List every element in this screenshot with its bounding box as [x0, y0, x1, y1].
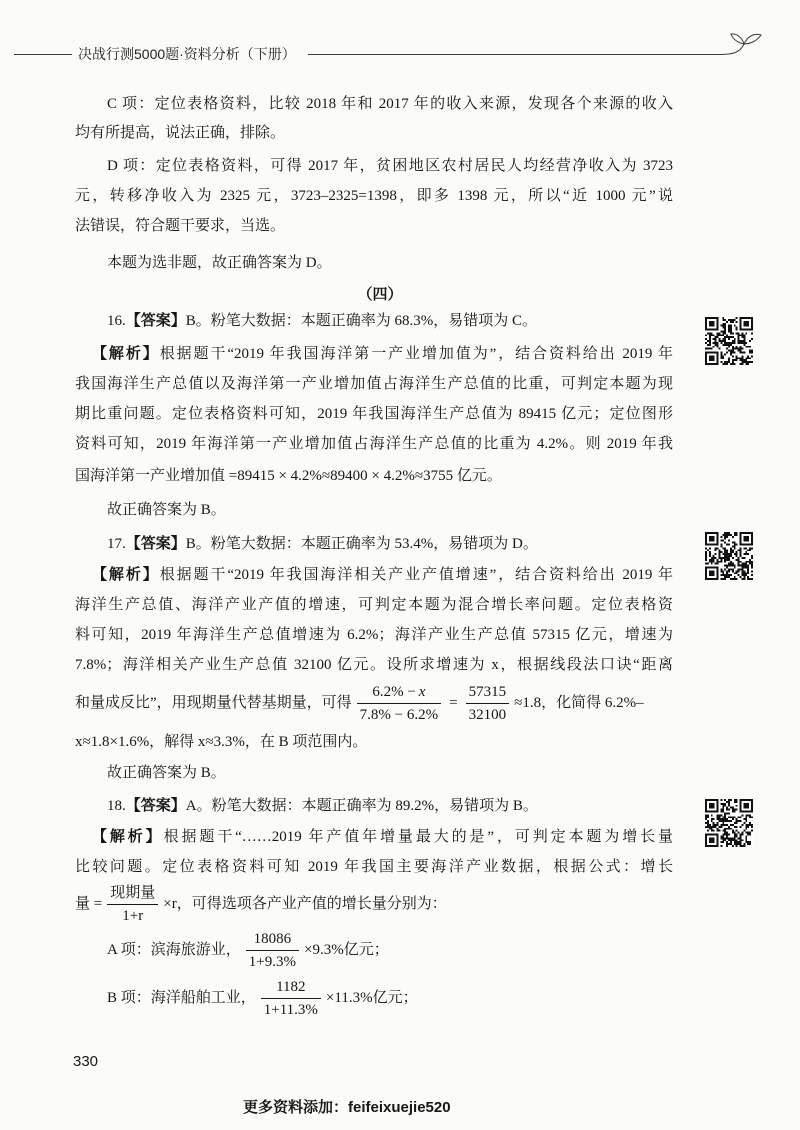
formula-text-after: ×r，可得选项各产业产值的增长量分别为： — [163, 896, 447, 912]
q16-answer-line — [107, 310, 537, 332]
option-d-line: 元，转移净收入为 2325 元，3723–2325=1398，即多 1398 元，所以“近 1000 元”说 — [75, 188, 673, 204]
option-b-line — [107, 979, 418, 1017]
q17-conclusion: 故正确答案为 B。 — [107, 765, 226, 781]
analysis-tag: 【解析】 — [92, 829, 164, 845]
q16-analysis-line — [92, 343, 673, 365]
section-title: （四） — [357, 287, 403, 303]
option-tail: ×9.3%亿元； — [303, 942, 389, 958]
q17-analysis-line: 料可知，2019 年海洋生产总值增速为 6.2%；海洋产业生产总值 57315 亿元，增速为 — [75, 627, 673, 643]
answer-text: B。粉笔大数据：本题正确率为 53.4%，易错项为 D。 — [185, 536, 538, 552]
fraction-numerator: 18086 — [253, 930, 292, 947]
fraction-numerator: 57315 — [468, 683, 507, 700]
header-rule-left — [14, 54, 72, 55]
option-label: B 项：海洋船舶工业， — [107, 990, 256, 1006]
answer-text: A。粉笔大数据：本题正确率为 89.2%，易错项为 B。 — [185, 798, 538, 814]
q17-answer-line — [107, 533, 538, 555]
fraction-numerator: 现期量 — [110, 884, 156, 901]
answer-tag: 【答案】 — [125, 536, 186, 552]
formula-text-after: ≈1.8，化简得 6.2%– — [514, 695, 644, 711]
qr-code — [705, 317, 753, 365]
q15-conclusion: 本题为选非题，故正确答案为 D。 — [107, 255, 332, 271]
answer-tag: 【答案】 — [125, 313, 186, 329]
equals-sign: = — [449, 695, 458, 711]
q16-analysis-line: 期比重问题。定位表格资料可知，2019 年我国海洋生产总值为 89415 亿元；定位图形 — [75, 406, 673, 422]
q17-formula-line — [75, 684, 644, 722]
fraction-denominator: 32100 — [466, 703, 510, 724]
qr-code — [705, 532, 753, 580]
q18-formula-line — [75, 885, 447, 923]
fraction — [466, 683, 510, 724]
question-number: 18. — [107, 798, 126, 814]
fraction-numerator — [369, 683, 428, 703]
analysis-tag: 【解析】 — [92, 346, 160, 362]
fraction-denominator: 1+r — [107, 904, 158, 925]
q17-analysis-line: 7.8%；海洋相关产业生产总值 32100 亿元。设所求增速为 x，根据线段法口诀“距离 — [75, 657, 673, 673]
q16-analysis-line: 我国海洋生产总值以及海洋第一产业增加值占海洋生产总值的比重，可判定本题为现 — [75, 376, 673, 392]
sprout-icon — [720, 28, 770, 58]
analysis-tag: 【解析】 — [92, 567, 160, 583]
fraction — [107, 884, 158, 925]
formula-text-before: 量 = — [75, 896, 103, 912]
q17-analysis-line: 海洋生产总值、海洋产业产值的增速，可判定本题为混合增长率问题。定位表格资 — [75, 597, 673, 613]
option-d-line: D 项：定位表格资料，可得 2017 年，贫困地区农村居民人均经营净收入为 3723 — [107, 158, 673, 174]
q16-analysis-line: 资料可知，2019 年海洋第一产业增加值占海洋生产总值的比重为 4.2%。则 2019 年我 — [75, 436, 673, 452]
question-number: 17. — [107, 536, 126, 552]
fraction — [261, 978, 321, 1019]
option-c-line: C 项：定位表格资料，比较 2018 年和 2017 年的收入来源，发现各个来源的收入 — [107, 96, 673, 112]
numerator-text: 6.2% − — [372, 683, 416, 700]
fraction-denominator: 7.8% − 6.2% — [357, 703, 441, 724]
option-c-line: 均有所提高，说法正确，排除。 — [75, 125, 286, 141]
q17-analysis-line — [92, 564, 673, 586]
header-rule-right — [308, 54, 722, 55]
option-label: A 项：滨海旅游业， — [107, 942, 241, 958]
fraction-denominator: 1+9.3% — [246, 950, 299, 971]
fraction — [357, 683, 441, 724]
analysis-text: 根据题干“……2019 年产值年增量最大的是”，可判定本题为增长量 — [163, 829, 673, 845]
qr-code — [705, 799, 753, 847]
option-a-line — [107, 931, 389, 969]
answer-tag: 【答案】 — [125, 798, 186, 814]
q17-result-line: x≈1.8×1.6%，解得 x≈3.3%，在 B 项范围内。 — [75, 734, 368, 750]
option-d-line: 法错误，符合题干要求，当选。 — [75, 218, 286, 234]
analysis-text: 根据题干“2019 年我国海洋第一产业增加值为”，结合资料给出 2019 年 — [159, 346, 673, 362]
answer-text: B。粉笔大数据：本题正确率为 68.3%，易错项为 C。 — [185, 313, 538, 329]
fraction-denominator: 1+11.3% — [261, 998, 321, 1019]
question-number: 16. — [107, 313, 126, 329]
fraction-numerator: 1182 — [276, 978, 306, 995]
book-title: 决战行测5000题·资料分析（下册） — [78, 46, 296, 62]
formula-text-before: 和量成反比”，用现期量代替基期量，可得 — [75, 695, 352, 711]
page-number: 330 — [73, 1053, 99, 1070]
variable-x: x — [418, 683, 426, 700]
footer-note: 更多资料添加：feifeixuejie520 — [243, 1099, 451, 1116]
option-tail: ×11.3%亿元； — [325, 990, 418, 1006]
fraction — [246, 930, 299, 971]
analysis-text: 根据题干“2019 年我国海洋相关产业产值增速”，结合资料给出 2019 年 — [159, 567, 673, 583]
q18-answer-line — [107, 795, 538, 817]
q18-analysis-line — [92, 826, 673, 848]
q16-conclusion: 故正确答案为 B。 — [107, 502, 226, 518]
q16-analysis-line: 国海洋第一产业增加值 =89415 × 4.2%≈89400 × 4.2%≈3755 亿元。 — [75, 468, 502, 484]
q18-analysis-line: 比较问题。定位表格资料可知 2019 年我国主要海洋产业数据，根据公式：增长 — [75, 859, 673, 875]
